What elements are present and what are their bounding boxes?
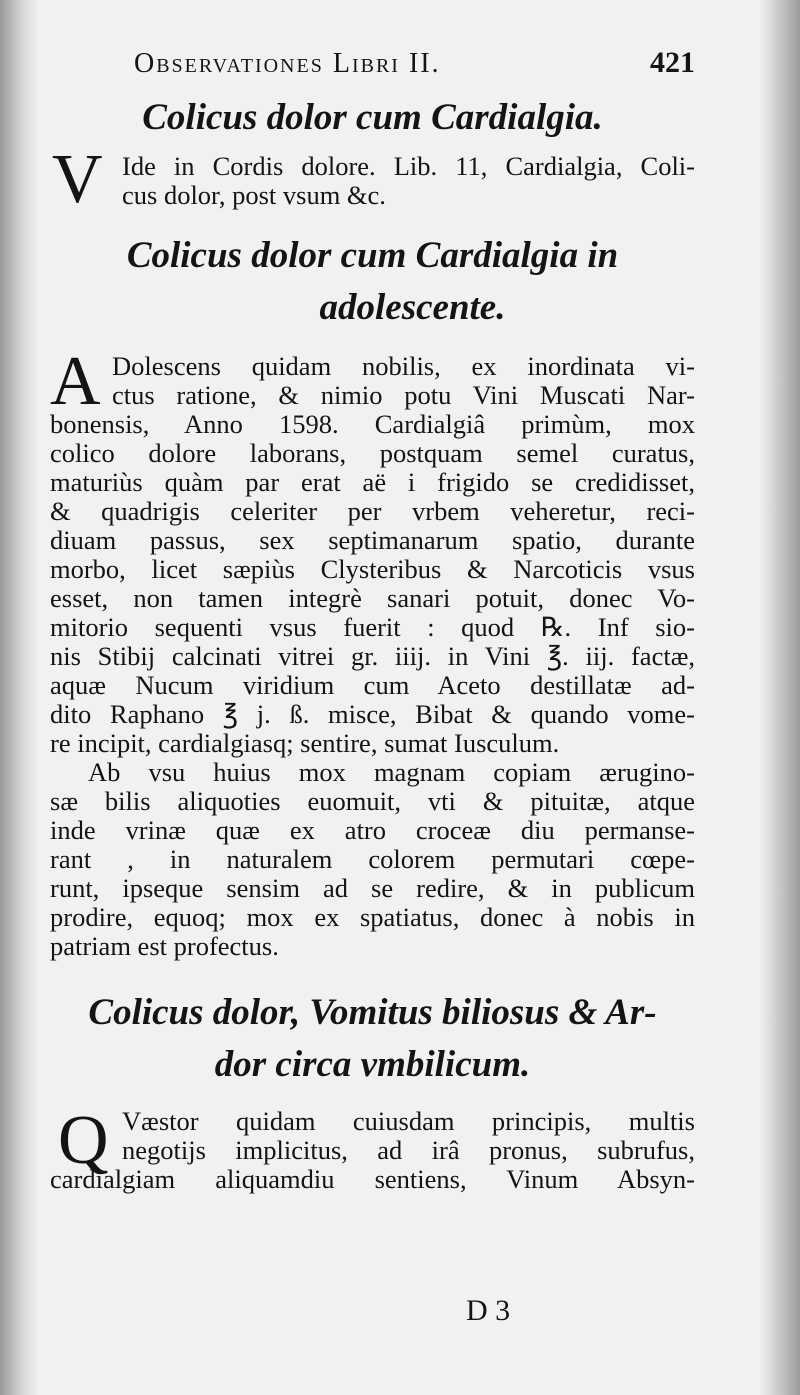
running-head: Observationes Libri II. bbox=[134, 48, 441, 79]
paragraph: Q Væstor quidam cuiusdam principis, multis negotijs implicitus, ad irâ pronus, subrufus, cardialgiam aliquamdiu sentiens, Vinum Absyn- bbox=[50, 1102, 695, 1194]
page-gutter-shadow bbox=[0, 0, 38, 1395]
section-heading: Colicus dolor cum Cardialgia. bbox=[142, 97, 603, 138]
paragraph: Ab vsu huius mox magnam copiam ærugino- sæ bilis aliquoties euomuit, vti & pituitæ, atque inde vrinæ quæ ex atro croceæ diu permanse- rant , in naturalem colorem permutari cœpe- runt, ipseque sensim ad se redire, & in publicum prodire, equoq; mox ex spatiatus, donec à nobis in patriam est profectus. bbox=[50, 757, 695, 961]
section-heading: Colicus dolor, Vomitus biliosus & Ar- dor circa vmbilicum. bbox=[88, 992, 657, 1085]
paragraph: A Dolescens quidam nobilis, ex inordinata vi- ctus ratione, & nimio potu Vini Muscati Nar- bonensis, Anno 1598. Cardialgiâ primùm, mox colico dolore laborans, postquam semel curatus, maturiùs quàm par erat aë i frigido se credidisset, & quadrigis celeriter per vrbem veheretur, reci- diuam passus, sex septimanarum spatio, durante morbo, licet sæpiùs Clysteribus & Narcoticis vsus esset, non tamen integrè sanari potuit, donec Vo- mitorio sequenti vsus fuerit : quod ℞. Inf sio- nis Stibij calcinati vitrei gr. iiij. in Vini ℥. iij. factæ, aquæ Nucum viridium cum Aceto destillatæ ad- dito Raphano ℥ j. ß. misce, Bibat & quando vome- re incipit, cardialgiasq; sentire, sumat Iusculum. bbox=[50, 343, 695, 758]
drop-cap: V bbox=[52, 141, 103, 218]
paragraph: V Ide in Cordis dolore. Lib. 11, Cardialgia, Coli- cus dolor, post vsum &c. bbox=[52, 141, 695, 218]
text-column bbox=[50, 40, 695, 1194]
page-number: 421 bbox=[650, 46, 695, 79]
drop-cap: Q bbox=[58, 1102, 109, 1179]
page-header bbox=[50, 40, 695, 86]
drop-cap: A bbox=[50, 343, 101, 420]
page-edge-shadow bbox=[760, 0, 800, 1395]
section-heading: Colicus dolor cum Cardialgia in adolescente. bbox=[126, 235, 619, 328]
catchword-signature: D 3 bbox=[466, 1294, 511, 1327]
